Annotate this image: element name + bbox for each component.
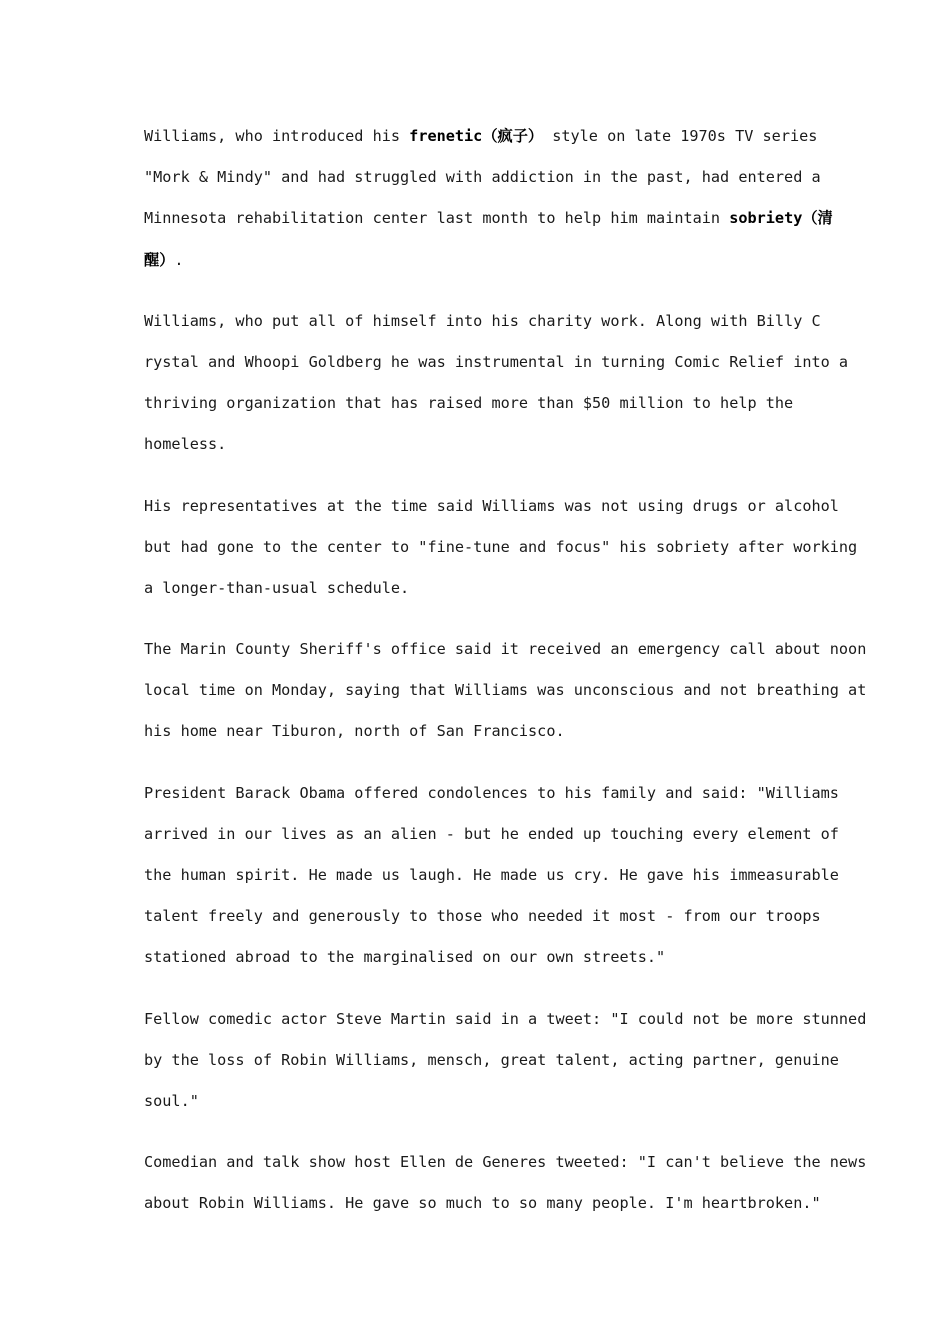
text-run: The Marin County Sheriff's office said it received an emergency call about noon — [144, 640, 867, 659]
text-run: local time on Monday, saying that Williams was unconscious and not breathing at — [144, 681, 867, 700]
text-line — [144, 773, 839, 814]
text-run: soul." — [144, 1091, 199, 1110]
vocabulary-term: sobriety（清 — [729, 209, 833, 228]
text-run: Minnesota rehabilitation center last month to help him maintain — [144, 209, 730, 228]
text-run: stationed abroad to the marginalised on our own streets." — [144, 948, 666, 967]
paragraph — [144, 999, 867, 1123]
text-line — [144, 157, 821, 198]
text-line — [144, 670, 867, 711]
text-line — [144, 814, 839, 855]
vocabulary-term: frenetic（疯子） — [409, 127, 544, 145]
text-run: the human spirit. He made us laugh. He made us cry. He gave his immeasurable — [144, 866, 839, 884]
text-run: about Robin Williams. He gave so much to so many people. I'm heartbroken." — [144, 1194, 821, 1213]
text-run: a longer-than-usual schedule. — [144, 578, 410, 597]
text-run: talent freely and generously to those who needed it most - from our troops — [144, 907, 821, 926]
text-run: Fellow comedic actor Steve Martin said in a tweet: "I could not be more stunned — [144, 1009, 867, 1028]
text-line — [144, 629, 867, 670]
text-run: but had gone to the center to "fine-tune and focus" his sobriety after working — [144, 537, 858, 556]
text-line — [144, 301, 821, 342]
text-line — [144, 198, 833, 239]
text-line — [144, 937, 812, 978]
text-run: Williams, who put all of himself into his charity work. Along with Billy C — [144, 311, 821, 330]
text-line — [144, 1183, 821, 1224]
paragraph — [144, 301, 849, 466]
text-run: "Mork & Mindy" and had struggled with addiction in the past, had entered a — [144, 168, 821, 187]
text-line — [144, 896, 821, 937]
paragraph — [144, 1142, 867, 1224]
text-line — [144, 1081, 812, 1122]
text-run: rystal and Whoopi Goldberg he was instrumental in turning Comic Relief into a — [144, 352, 849, 371]
text-run: by the loss of Robin Williams, mensch, great talent, acting partner, genuine — [144, 1050, 839, 1069]
vocabulary-term: 醒） — [144, 250, 175, 269]
text-run: homeless. — [144, 435, 227, 454]
text-line — [144, 342, 849, 383]
text-run: his home near Tiburon, north of San Francisco. — [144, 722, 565, 741]
text-line — [144, 486, 839, 527]
text-run: President Barack Obama offered condolences to his family and said: "Williams — [144, 783, 839, 802]
text-run: thriving organization that has raised more than $50 million to help the — [144, 394, 794, 413]
paragraph — [144, 773, 839, 979]
text-run: Williams, who introduced his — [144, 127, 410, 145]
text-run: style on late 1970s TV series — [543, 127, 818, 145]
text-run: . — [174, 250, 184, 269]
text-line — [144, 383, 812, 424]
text-line — [144, 1142, 867, 1183]
text-line — [144, 116, 818, 157]
text-line — [144, 855, 839, 896]
paragraph — [144, 116, 833, 281]
text-run: His representatives at the time said Williams was not using drugs or alcohol — [144, 496, 839, 515]
text-line — [144, 1040, 839, 1081]
text-line — [144, 999, 867, 1040]
text-run: Comedian and talk show host Ellen de Generes tweeted: "I can't believe the news — [144, 1153, 867, 1172]
text-line — [144, 240, 812, 281]
text-line — [144, 527, 858, 568]
text-line — [144, 568, 812, 609]
document-body — [144, 116, 867, 1245]
text-line — [144, 711, 812, 752]
text-run: arrived in our lives as an alien - but he ended up touching every element of — [144, 824, 839, 843]
paragraph — [144, 486, 858, 610]
paragraph — [144, 629, 867, 753]
text-line — [144, 424, 812, 465]
